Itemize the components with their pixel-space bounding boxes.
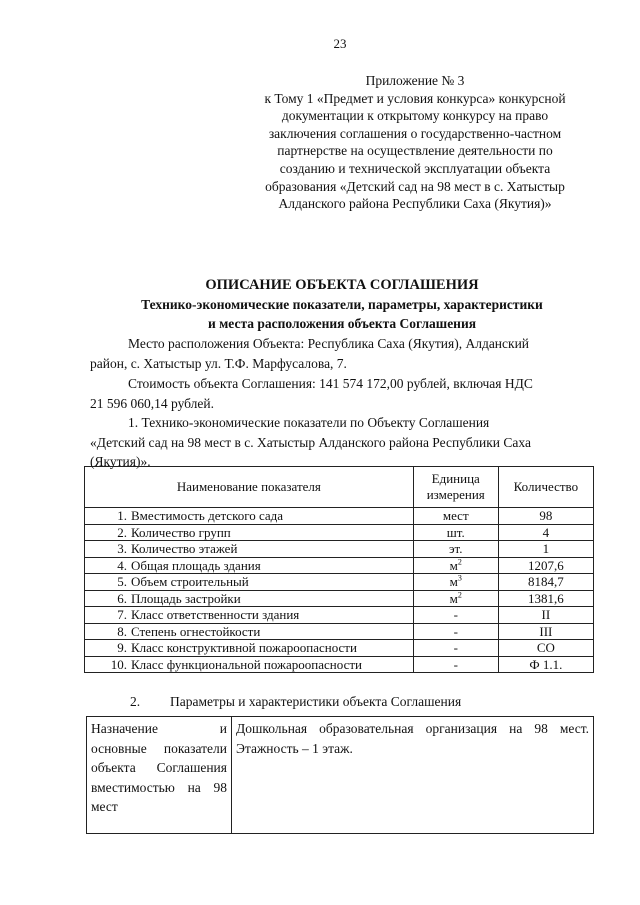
table-row [85, 656, 594, 673]
indicator-unit: мест [442, 508, 469, 523]
indicator-unit-cell [413, 640, 498, 657]
indicator-name-cell [85, 607, 414, 624]
page-number: 23 [333, 36, 347, 51]
indicator-name-cell [85, 656, 414, 673]
indicator-unit-cell [413, 557, 498, 574]
indicators-table [84, 466, 594, 673]
table-row [85, 640, 594, 657]
indicator-name-cell [85, 557, 414, 574]
section1-line: (Якутия)». [90, 454, 151, 469]
indicator-quantity: 98 [498, 508, 593, 525]
indicator-quantity: Ф 1.1. [498, 656, 593, 673]
location-line: район, с. Хатыстыр ул. Т.Ф. Марфусалова, 7. [90, 355, 347, 371]
indicator-quantity: СО [498, 640, 593, 657]
section1-line: «Детский сад на 98 мест в с. Хатыстыр Алданского района Республики Саха [90, 434, 531, 450]
annex-line: документации к открытому конкурсу на право [281, 108, 549, 124]
indicator-name: Количество групп [131, 524, 231, 540]
parameters-value: Дошкольная образовательная организация на 98 мест. Этажность – 1 этаж. [232, 717, 594, 834]
section2-title: Параметры и характеристики объекта Соглашения [170, 694, 462, 709]
indicator-name: Класс функциональной пожароопасности [131, 656, 362, 672]
row-number: 6. [117, 590, 127, 606]
table-row [85, 623, 594, 640]
location-paragraph [90, 334, 594, 373]
row-number: 4. [117, 557, 127, 573]
indicator-unit-cell [413, 656, 498, 673]
indicator-quantity: 1381,6 [498, 590, 593, 607]
table-row [85, 541, 594, 558]
indicator-name-cell [85, 541, 414, 558]
section2-number: 2. [130, 694, 141, 709]
indicator-quantity: 8184,7 [498, 574, 593, 591]
row-number: 5. [117, 574, 127, 589]
cost-line: 21 596 060,14 рублей. [90, 395, 215, 411]
indicator-unit-cell [413, 607, 498, 624]
indicator-name-cell [85, 590, 414, 607]
indicator-unit-cell [413, 574, 498, 591]
indicator-quantity: 4 [498, 524, 593, 541]
indicator-name-cell [85, 524, 414, 541]
unit-exponent: 3 [457, 573, 462, 583]
row-number: 1. [117, 508, 127, 523]
annex-line: Алданского района Республики Саха (Якутия)» [278, 196, 552, 212]
unit-exponent: 2 [457, 557, 462, 567]
indicator-unit: - [453, 623, 458, 639]
indicator-name: Класс ответственности здания [131, 607, 300, 622]
table-row [85, 574, 594, 591]
annex-block [240, 72, 590, 213]
indicator-name: Объем строительный [131, 574, 249, 589]
indicator-unit: м [449, 557, 458, 573]
indicator-quantity: 1 [498, 541, 593, 558]
indicator-name-cell [85, 640, 414, 657]
indicator-name: Степень огнестойкости [131, 623, 261, 639]
indicator-unit: м [449, 590, 458, 606]
indicators-body [85, 508, 594, 673]
annex-line: созданию и технической эксплуатации объекта [279, 160, 551, 176]
row-number: 8. [117, 623, 127, 639]
indicator-quantity: III [498, 623, 593, 640]
table-row [85, 524, 594, 541]
indicator-quantity: II [498, 607, 593, 624]
cost-line: Стоимость объекта Соглашения: 141 574 172,00 рублей, включая НДС [128, 376, 533, 391]
table-row [85, 607, 594, 624]
table-row [87, 717, 594, 834]
parameters-table [86, 716, 594, 834]
indicator-name: Количество этажей [131, 541, 238, 556]
annex-line: заключения соглашения о государственно-частном [268, 125, 562, 141]
cost-paragraph [90, 374, 594, 413]
annex-line: к Тому 1 «Предмет и условия конкурса» конкурсной [264, 90, 566, 106]
location-line: Место расположения Объекта: Республика Саха (Якутия), Алданский [128, 336, 530, 351]
table-header-row [85, 467, 594, 508]
indicator-unit-cell [413, 590, 498, 607]
indicator-name: Общая площадь здания [131, 557, 261, 573]
section1-paragraph [90, 413, 594, 472]
document-subtitle: и места расположения объекта Соглашения [207, 316, 477, 331]
row-number: 10. [110, 656, 127, 672]
annex-line: Приложение № 3 [365, 73, 465, 88]
indicator-unit-cell [413, 508, 498, 525]
indicator-name: Площадь застройки [131, 590, 241, 606]
indicator-unit: - [453, 607, 458, 622]
section1-line: 1. Технико-экономические показатели по Объекту Соглашения [128, 415, 490, 430]
document-title: ОПИСАНИЕ ОБЪЕКТА СОГЛАШЕНИЯ [205, 277, 479, 293]
indicator-unit-cell [413, 623, 498, 640]
indicator-unit-cell [413, 541, 498, 558]
unit-exponent: 2 [457, 590, 462, 600]
indicator-unit: - [453, 640, 458, 655]
parameters-label: Назначение и основные показатели объекта Соглашения вместимостью на 98 мест [87, 717, 232, 834]
indicator-unit: эт. [448, 541, 463, 556]
indicator-unit-cell [413, 524, 498, 541]
section2-heading [130, 694, 461, 710]
indicator-unit: м [449, 574, 458, 589]
row-number: 2. [117, 524, 127, 540]
document-subtitle: Технико-экономические показатели, параметры, характеристики [141, 297, 543, 312]
table-row [85, 590, 594, 607]
indicator-unit: шт. [446, 524, 465, 540]
table-row [85, 508, 594, 525]
row-number: 3. [117, 541, 127, 556]
indicator-unit: - [453, 656, 458, 672]
indicator-name-cell [85, 508, 414, 525]
indicator-name: Вместимость детского сада [131, 508, 284, 523]
header-quantity: Количество [498, 467, 593, 508]
indicator-name-cell [85, 623, 414, 640]
row-number: 7. [117, 607, 127, 622]
table-row [85, 557, 594, 574]
header-name: Наименование показателя [85, 467, 414, 508]
header-unit: Единица измерения [413, 467, 498, 508]
indicator-name: Класс конструктивной пожароопасности [131, 640, 357, 655]
row-number: 9. [117, 640, 127, 655]
annex-line: партнерстве на осуществление деятельности по [277, 143, 553, 159]
annex-line: образования «Детский сад на 98 мест в с. Хатыстыр [265, 178, 565, 194]
heading-block [90, 276, 594, 333]
indicator-quantity: 1207,6 [498, 557, 593, 574]
indicator-name-cell [85, 574, 414, 591]
